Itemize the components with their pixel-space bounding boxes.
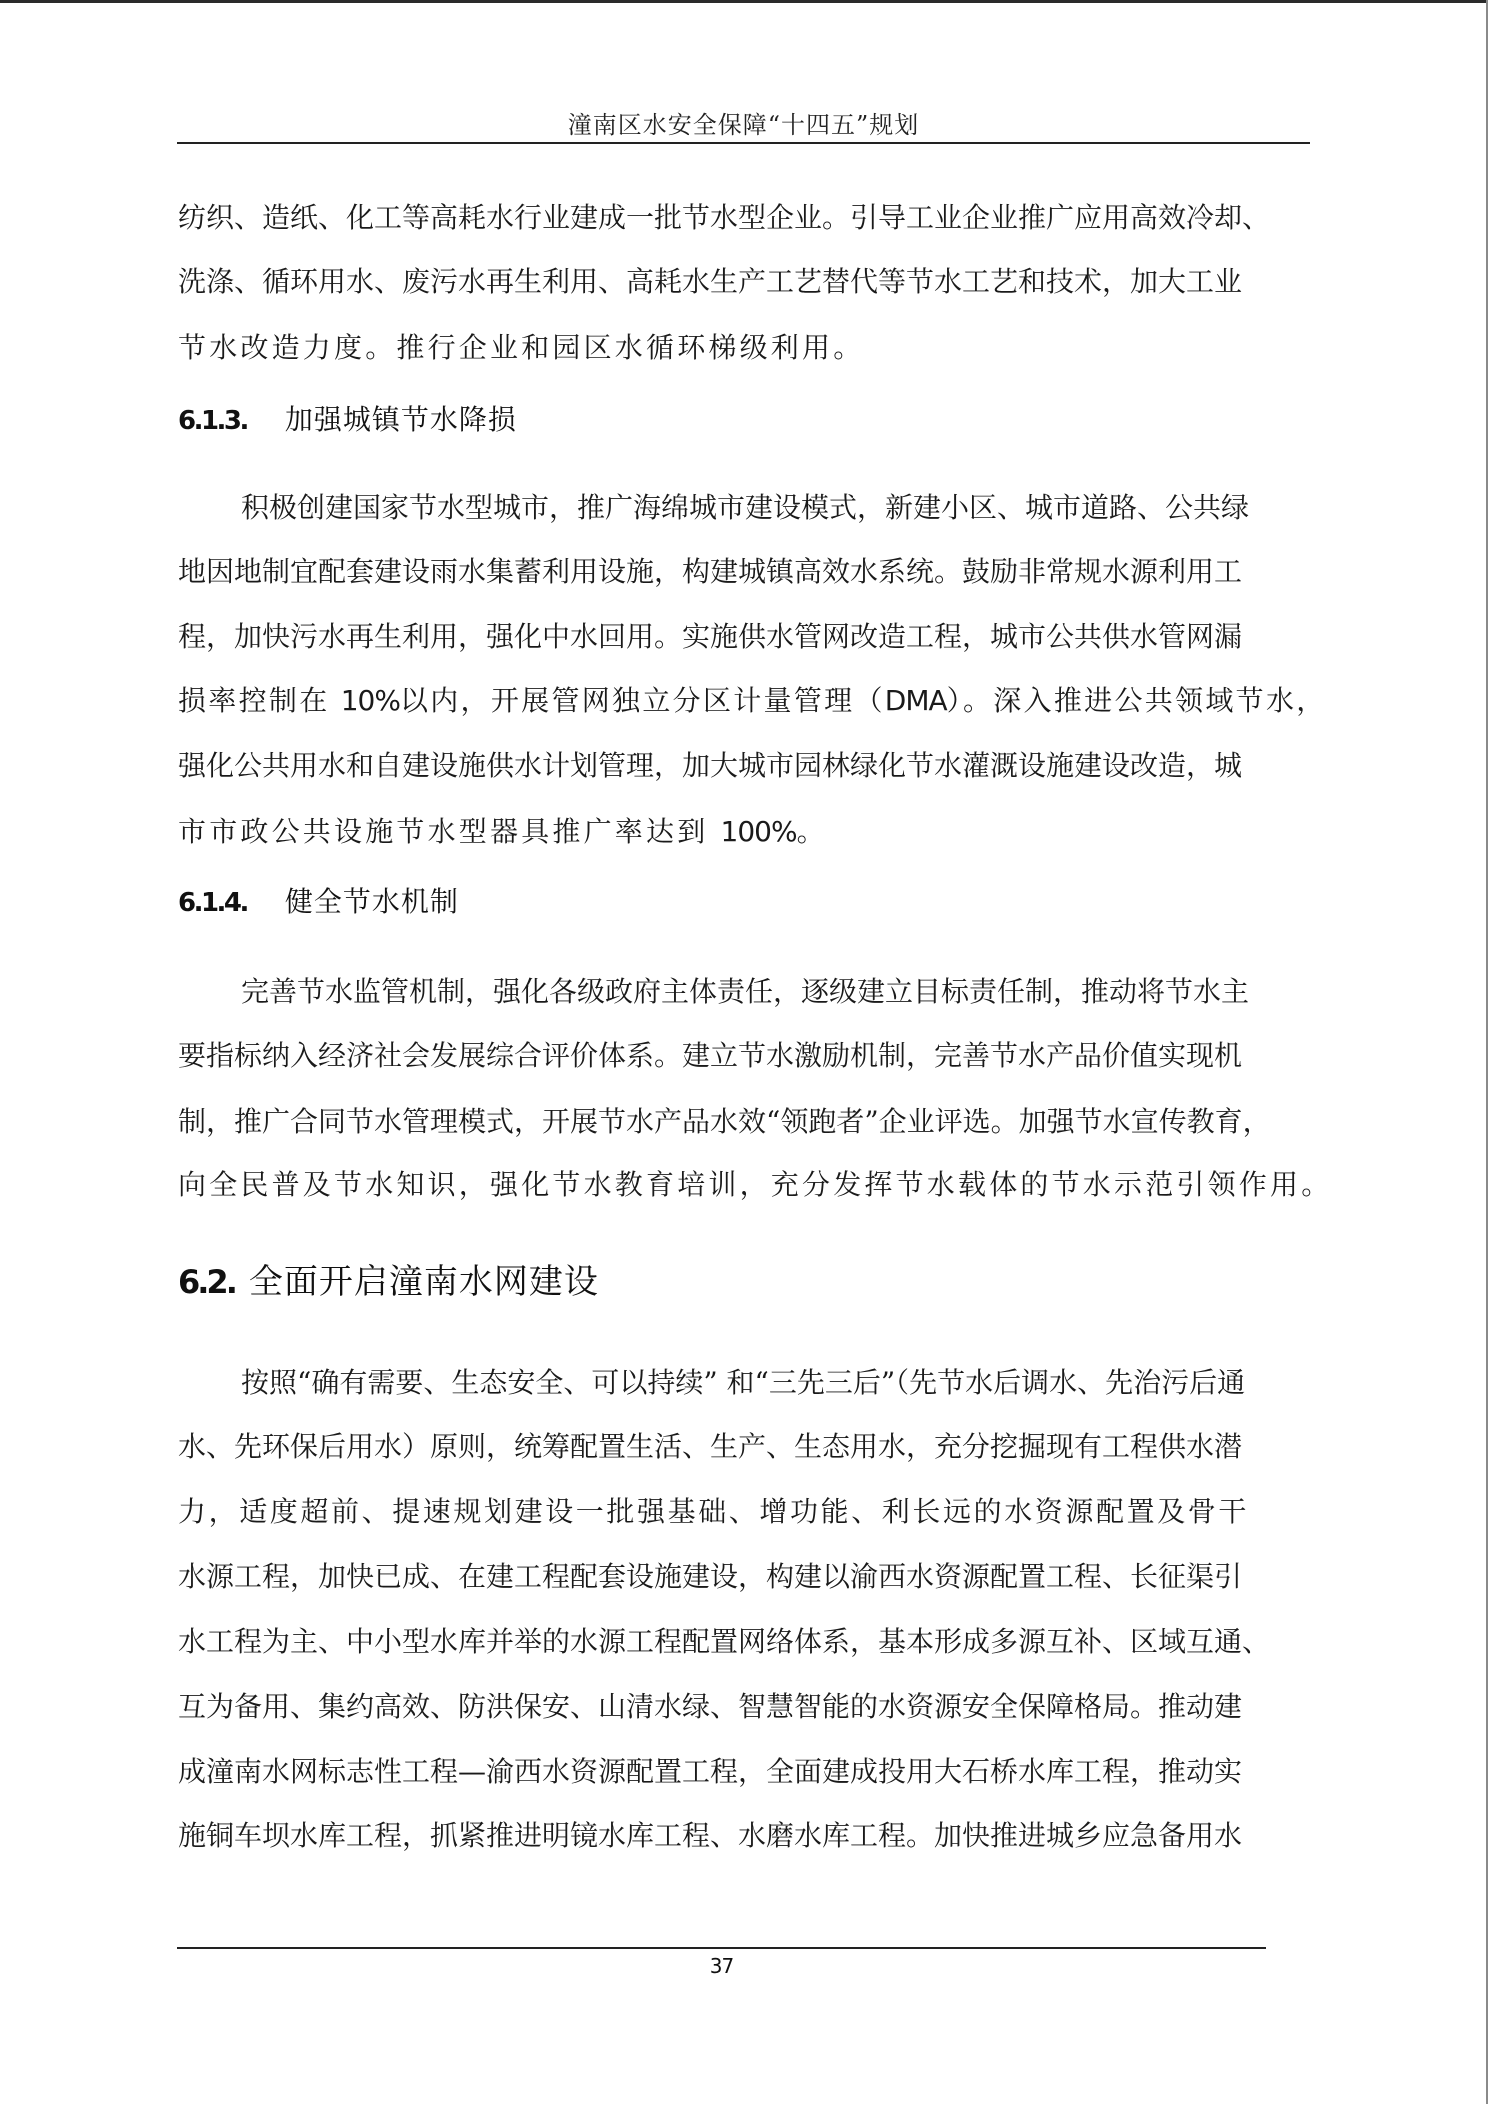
text-run: 以内，开展管网独立分区计量管理（ — [399, 684, 885, 717]
header-rule — [177, 142, 1310, 144]
section-title: 健全节水机制 — [284, 885, 459, 918]
text-line: 力，适度超前、提速规划建设一批强基础、增功能、利长远的水资源配置及骨干 — [178, 1495, 1250, 1528]
text-line: 纺织、造纸、化工等高耗水行业建成一批节水型企业。引导工业企业推广应用高效冷却、 — [178, 201, 1271, 234]
text-line: 程，加快污水再生利用，强化中水回用。实施供水管网改造工程，城市公共供水管网漏 — [178, 620, 1243, 653]
text-line: 地因地制宜配套建设雨水集蓄利用设施，构建城镇高效水系统。鼓励非常规水源利用工 — [178, 555, 1243, 588]
text-line: 成潼南水网标志性工程—渝西水资源配置工程，全面建成投用大石桥水库工程，推动实 — [178, 1755, 1243, 1788]
text-line: 互为备用、集约高效、防洪保安、山清水绿、智慧智能的水资源安全保障格局。推动建 — [178, 1690, 1243, 1723]
text-line: 施铜车坝水库工程，抓紧推进明镜水库工程、水磨水库工程。加快推进城乡应急备用水 — [178, 1819, 1243, 1852]
text-line: 制，推广合同节水管理模式，开展节水产品水效“领跑者”企业评选。加强节水宣传教育， — [178, 1105, 1271, 1138]
text-run: 市市政公共设施节水型器具推广率达到 — [178, 815, 709, 848]
text-line: 要指标纳入经济社会发展综合评价体系。建立节水激励机制，完善节水产品价值实现机 — [178, 1039, 1243, 1072]
section-heading-6-1-4 — [178, 882, 459, 922]
percent-value: 10% — [340, 684, 400, 717]
running-header: 潼南区水安全保障“十四五”规划 — [567, 111, 920, 139]
text-line: 水、先环保后用水）原则，统筹配置生活、生产、生态用水，充分挖掘现有工程供水潜 — [178, 1430, 1243, 1463]
section-heading-6-1-3 — [178, 400, 517, 440]
text-line: 水工程为主、中小型水库并举的水源工程配置网络体系，基本形成多源互补、区域互通、 — [178, 1625, 1271, 1658]
text-line: 积极创建国家节水型城市，推广海绵城市建设模式，新建小区、城市道路、公共绿 — [241, 491, 1250, 524]
text-line — [178, 812, 1310, 852]
section-title: 加强城镇节水降损 — [284, 403, 517, 436]
text-line: 按照“确有需要、生态安全、可以持续” 和“三先三后”（先节水后调水、先治污后通 — [241, 1366, 1246, 1399]
text-line: 完善节水监管机制，强化各级政府主体责任，逐级建立目标责任制，推动将节水主 — [241, 975, 1250, 1008]
text-line: 水源工程，加快已成、在建工程配套设施建设，构建以渝西水资源配置工程、长征渠引 — [178, 1560, 1243, 1593]
text-line: 强化公共用水和自建设施供水计划管理，加大城市园林绿化节水灌溉设施建设改造，城 — [178, 749, 1243, 782]
acronym-dma: DMA — [884, 684, 947, 717]
page-top-edge — [0, 0, 1488, 3]
section-number: 6.2. — [178, 1263, 235, 1301]
text-run: 损率控制在 — [178, 684, 330, 717]
text-line: 洗涤、循环用水、废污水再生利用、高耗水生产工艺替代等节水工艺和技术，加大工业 — [178, 265, 1243, 298]
section-number: 6.1.3. — [178, 406, 247, 436]
section-heading-6-2 — [178, 1259, 599, 1305]
text-line — [178, 681, 1327, 721]
text-run: ）。深入推进公共领域节水， — [946, 684, 1327, 717]
text-line: 节水改造力度。推行企业和园区水循环梯级利用。 — [178, 331, 865, 364]
section-number: 6.1.4. — [178, 888, 247, 918]
section-title: 全面开启潼南水网建设 — [248, 1262, 599, 1302]
percent-value: 100% — [720, 815, 797, 848]
footer-rule — [177, 1947, 1266, 1949]
page-number: 37 — [709, 1954, 734, 1978]
text-run: 。 — [796, 815, 828, 848]
text-line: 向全民普及节水知识，强化节水教育培训，充分发挥节水载体的节水示范引领作用。 — [178, 1168, 1333, 1201]
